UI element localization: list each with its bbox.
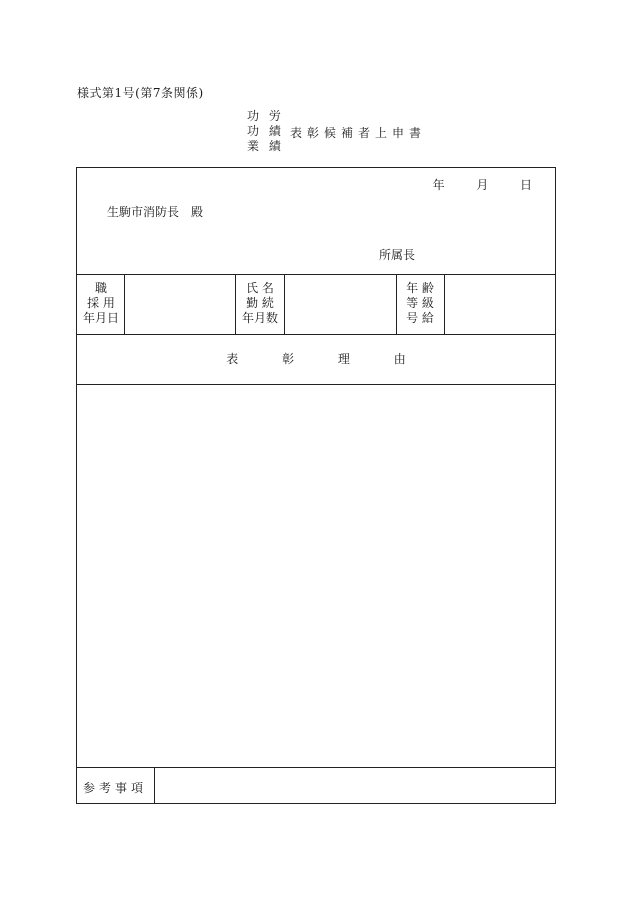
position-hire-date-label: 職 採 用 年月日 xyxy=(83,281,120,325)
form-number: 様式第1号(第7条関係) xyxy=(77,86,204,100)
date-day-label: 日 xyxy=(519,178,532,192)
notes-input[interactable] xyxy=(154,768,556,804)
position-hire-date-input[interactable] xyxy=(125,275,235,334)
column-divider xyxy=(235,274,236,334)
title-merit-type-stack xyxy=(247,109,284,154)
date-year-label: 年 xyxy=(432,178,445,192)
age-grade-salary-input[interactable] xyxy=(445,275,556,334)
superior-label: 所属長 xyxy=(379,248,416,262)
title-merit-type: 業 績 xyxy=(247,139,284,153)
title-merit-type: 功 績 xyxy=(247,124,284,138)
column-divider xyxy=(396,274,397,334)
addressee: 生駒市消防長 殿 xyxy=(107,205,204,219)
date-month-label: 月 xyxy=(476,178,489,192)
date-field[interactable] xyxy=(433,176,532,193)
name-service-years-label: 氏 名 勤 続 年月数 xyxy=(241,281,278,325)
age-grade-salary-label: 年 齢 等 級 号 給 xyxy=(406,281,434,325)
award-reason-heading: 表 彰 理 由 xyxy=(226,352,406,366)
notes-label: 参考事項 xyxy=(83,781,148,795)
page-title: 表彰候補者上申書 xyxy=(290,126,427,140)
award-reason-input[interactable] xyxy=(77,384,555,767)
title-merit-type: 功 労 xyxy=(247,109,284,123)
application-form-table xyxy=(76,167,556,804)
name-service-years-input[interactable] xyxy=(285,275,396,334)
